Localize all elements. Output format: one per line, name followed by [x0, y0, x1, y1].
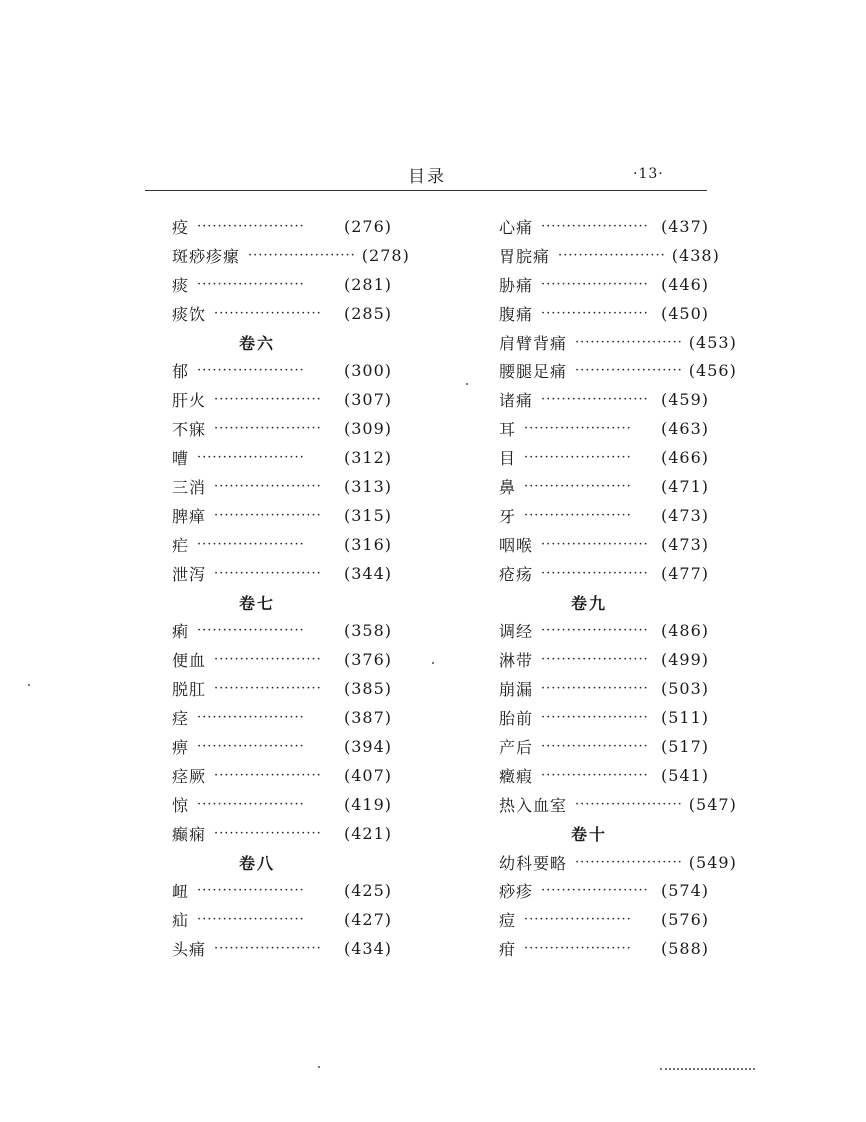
toc-entry-page: (453) — [688, 332, 737, 352]
dot-leader: ····················· — [541, 565, 649, 581]
toc-entry-title: 脾瘅 — [172, 506, 207, 526]
dot-leader: ····················· — [541, 536, 649, 552]
toc-entry — [172, 761, 392, 790]
dot-leader: ····················· — [541, 392, 649, 408]
toc-entry — [499, 530, 709, 559]
toc-entry-page: (419) — [343, 794, 392, 814]
toc-entry-title: 产后 — [499, 737, 534, 757]
toc-section-heading: 卷六 — [238, 333, 275, 353]
toc-entry-page: (385) — [343, 679, 392, 699]
toc-entry-title: 衄 — [172, 882, 190, 902]
toc-entry-title: 痧疹 — [499, 882, 534, 902]
scan-speck — [432, 662, 434, 664]
dot-leader: ····················· — [197, 218, 305, 234]
toc-entry-page: (285) — [343, 303, 392, 323]
toc-entry-page: (486) — [660, 621, 709, 641]
toc-entry — [499, 674, 709, 703]
toc-entry-page: (456) — [688, 361, 737, 381]
toc-entry-title: 痉厥 — [172, 766, 207, 786]
toc-entry-title: 幼科要略 — [499, 853, 568, 873]
page-number: ·13· — [633, 166, 664, 182]
dot-leader: ····················· — [214, 941, 322, 957]
dot-leader: ····················· — [214, 565, 322, 581]
toc-entry — [499, 761, 709, 790]
dot-leader: ····················· — [214, 421, 322, 437]
toc-entry-page: (473) — [660, 534, 709, 554]
scan-speck — [28, 684, 30, 686]
dot-leader: ····················· — [197, 883, 305, 899]
toc-entry-page: (463) — [660, 419, 709, 439]
toc-entry-title: 疝 — [172, 911, 190, 931]
toc-entry — [172, 385, 392, 414]
toc-section-heading: 卷十 — [570, 824, 607, 844]
dot-leader: ····················· — [524, 450, 632, 466]
header-rule — [145, 190, 707, 191]
dot-leader: ····················· — [214, 652, 322, 668]
toc-entry-page: (394) — [343, 736, 392, 756]
toc-entry — [499, 443, 709, 472]
toc-left-column — [172, 212, 410, 963]
toc-entry — [172, 905, 392, 934]
toc-entry-title: 痰 — [172, 275, 190, 295]
dot-leader: ····················· — [214, 825, 322, 841]
toc-entry-title: 不寐 — [172, 420, 207, 440]
dot-leader: ····················· — [197, 738, 305, 754]
scan-speck — [466, 383, 468, 385]
toc-entry — [499, 414, 709, 443]
toc-entry-title: 肩臂背痛 — [499, 333, 568, 353]
toc-entry-page: (438) — [671, 245, 720, 265]
dot-leader: ····················· — [197, 363, 305, 379]
toc-entry-title: 腰腿足痛 — [499, 362, 568, 382]
toc-entry — [172, 616, 392, 645]
toc-entry — [499, 848, 737, 877]
toc-entry-page: (307) — [343, 390, 392, 410]
dot-leader: ····················· — [197, 623, 305, 639]
toc-entry-title: 淋带 — [499, 651, 534, 671]
toc-entry-title: 胎前 — [499, 709, 534, 729]
toc-entry-title: 疮疡 — [499, 564, 534, 584]
toc-entry-page: (300) — [343, 361, 392, 381]
toc-entry-title: 便血 — [172, 651, 207, 671]
toc-entry — [172, 241, 410, 270]
dot-leader: ····················· — [524, 912, 632, 928]
toc-entry-title: 癫痫 — [172, 824, 207, 844]
dot-leader: ····················· — [541, 218, 649, 234]
toc-entry-page: (387) — [343, 708, 392, 728]
toc-entry-title: 胃脘痛 — [499, 246, 551, 266]
toc-entry-page: (473) — [660, 505, 709, 525]
toc-entry-title: 郁 — [172, 362, 190, 382]
toc-entry-title: 耳 — [499, 420, 517, 440]
dot-leader: ····················· — [524, 478, 632, 494]
toc-entry-page: (588) — [660, 939, 709, 959]
toc-entry — [499, 501, 709, 530]
toc-entry-title: 痢 — [172, 622, 190, 642]
toc-entry-page: (434) — [343, 939, 392, 959]
dot-leader: ····················· — [197, 796, 305, 812]
toc-entry — [172, 703, 392, 732]
toc-entry-page: (437) — [660, 216, 709, 236]
toc-entry-page: (278) — [361, 245, 410, 265]
toc-entry-title: 痘 — [499, 911, 517, 931]
toc-entry-title: 诸痛 — [499, 391, 534, 411]
toc-entry — [172, 732, 392, 761]
dot-leader: ····················· — [524, 507, 632, 523]
toc-entry-title: 疫 — [172, 217, 190, 237]
toc-section-heading: 卷八 — [238, 853, 275, 873]
dot-leader: ····················· — [214, 478, 322, 494]
toc-entry — [499, 616, 709, 645]
toc-entry-title: 肝火 — [172, 391, 207, 411]
dot-leader: ····················· — [524, 421, 632, 437]
dot-leader: ····················· — [248, 247, 356, 263]
toc-entry-page: (471) — [660, 476, 709, 496]
toc-entry — [499, 385, 709, 414]
scan-speck — [318, 1066, 320, 1068]
toc-entry-page: (407) — [343, 765, 392, 785]
dot-leader: ····················· — [197, 450, 305, 466]
toc-entry-title: 痉 — [172, 709, 190, 729]
toc-entry-title: 痰饮 — [172, 304, 207, 324]
toc-entry-page: (477) — [660, 563, 709, 583]
dot-leader: ····················· — [541, 710, 649, 726]
page-title: 目录 — [408, 167, 446, 187]
toc-entry — [499, 356, 737, 385]
toc-entry-page: (547) — [688, 794, 737, 814]
toc-entry — [172, 472, 392, 501]
dot-leader: ····················· — [541, 738, 649, 754]
toc-entry-title: 三消 — [172, 477, 207, 497]
dot-leader: ····················· — [214, 392, 322, 408]
toc-entry — [172, 876, 392, 905]
dot-leader: ····················· — [541, 767, 649, 783]
toc-right-column — [499, 212, 737, 963]
toc-entry — [172, 501, 392, 530]
toc-entry — [499, 212, 709, 241]
toc-entry-title: 疟 — [172, 535, 190, 555]
toc-entry — [172, 414, 392, 443]
toc-entry-title: 调经 — [499, 622, 534, 642]
toc-entry-page: (358) — [343, 621, 392, 641]
toc-entry-title: 头痛 — [172, 940, 207, 960]
toc-entry — [172, 299, 392, 328]
toc-entry-page: (541) — [660, 765, 709, 785]
toc-entry-page: (466) — [660, 448, 709, 468]
toc-entry-title: 癥瘕 — [499, 766, 534, 786]
toc-entry — [499, 790, 737, 819]
dot-leader: ····················· — [541, 652, 649, 668]
toc-entry — [499, 241, 720, 270]
toc-entry — [172, 356, 392, 385]
toc-entry — [172, 270, 392, 299]
toc-entry-title: 惊 — [172, 795, 190, 815]
toc-entry-page: (421) — [343, 823, 392, 843]
toc-entry-title: 咽喉 — [499, 535, 534, 555]
toc-entry-title: 热入血室 — [499, 795, 568, 815]
toc-entry-page: (499) — [660, 650, 709, 670]
toc-entry-title: 嘈 — [172, 449, 190, 469]
toc-entry-page: (376) — [343, 650, 392, 670]
toc-section-heading: 卷九 — [570, 593, 607, 613]
toc-entry-page: (309) — [343, 419, 392, 439]
toc-section-heading: 卷七 — [238, 593, 275, 613]
dot-leader: ····················· — [214, 767, 322, 783]
toc-entry-page: (511) — [660, 708, 709, 728]
toc-entry-title: 疳 — [499, 940, 517, 960]
dot-leader: ····················· — [197, 912, 305, 928]
toc-entry — [499, 876, 709, 905]
scan-mark — [660, 1068, 755, 1072]
dot-leader: ····················· — [541, 681, 649, 697]
toc-entry-page: (425) — [343, 881, 392, 901]
toc-entry-page: (344) — [343, 563, 392, 583]
toc-entry-title: 脱肛 — [172, 680, 207, 700]
toc-entry — [499, 328, 737, 357]
toc-entry — [499, 559, 709, 588]
toc-entry — [499, 472, 709, 501]
toc-entry — [172, 819, 392, 848]
toc-entry — [499, 732, 709, 761]
toc-entry — [499, 645, 709, 674]
toc-entry — [172, 443, 392, 472]
dot-leader: ····················· — [575, 363, 683, 379]
toc-entry-page: (517) — [660, 736, 709, 756]
toc-entry-page: (312) — [343, 448, 392, 468]
dot-leader: ····················· — [541, 276, 649, 292]
toc-entry-title: 胁痛 — [499, 275, 534, 295]
toc-entry-page: (315) — [343, 505, 392, 525]
toc-entry — [172, 674, 392, 703]
toc-entry — [172, 212, 392, 241]
toc-entry-page: (459) — [660, 390, 709, 410]
toc-entry-page: (313) — [343, 476, 392, 496]
dot-leader: ····················· — [524, 941, 632, 957]
dot-leader: ····················· — [575, 796, 683, 812]
toc-entry — [499, 934, 709, 963]
dot-leader: ····················· — [541, 305, 649, 321]
toc-entry — [172, 934, 392, 963]
toc-entry — [499, 703, 709, 732]
toc-entry-title: 目 — [499, 449, 517, 469]
dot-leader: ····················· — [575, 854, 683, 870]
toc-entry-title: 鼻 — [499, 477, 517, 497]
toc-entry-title: 斑痧疹瘰 — [172, 246, 241, 266]
dot-leader: ····················· — [541, 883, 649, 899]
dot-leader: ····················· — [197, 536, 305, 552]
toc-entry-title: 腹痛 — [499, 304, 534, 324]
toc-entry — [172, 530, 392, 559]
toc-entry-title: 泄泻 — [172, 564, 207, 584]
dot-leader: ····················· — [214, 681, 322, 697]
toc-entry-page: (427) — [343, 910, 392, 930]
dot-leader: ····················· — [197, 710, 305, 726]
toc-entry-page: (316) — [343, 534, 392, 554]
toc-entry — [499, 905, 709, 934]
toc-entry — [172, 790, 392, 819]
dot-leader: ····················· — [541, 623, 649, 639]
toc-entry-page: (276) — [343, 216, 392, 236]
toc-entry-page: (576) — [660, 910, 709, 930]
dot-leader: ····················· — [575, 334, 683, 350]
toc-entry-page: (281) — [343, 274, 392, 294]
toc-entry-title: 牙 — [499, 506, 517, 526]
toc-entry — [499, 299, 709, 328]
toc-entry-page: (446) — [660, 274, 709, 294]
toc-entry — [499, 270, 709, 299]
toc-entry-page: (450) — [660, 303, 709, 323]
dot-leader: ····················· — [558, 247, 666, 263]
toc-entry — [172, 559, 392, 588]
toc-entry-title: 痹 — [172, 737, 190, 757]
toc-entry-page: (549) — [688, 852, 737, 872]
toc-entry — [172, 645, 392, 674]
toc-entry-title: 崩漏 — [499, 680, 534, 700]
toc-entry-title: 心痛 — [499, 217, 534, 237]
toc-entry-page: (574) — [660, 881, 709, 901]
toc-entry-page: (503) — [660, 679, 709, 699]
dot-leader: ····················· — [214, 507, 322, 523]
dot-leader: ····················· — [214, 305, 322, 321]
dot-leader: ····················· — [197, 276, 305, 292]
